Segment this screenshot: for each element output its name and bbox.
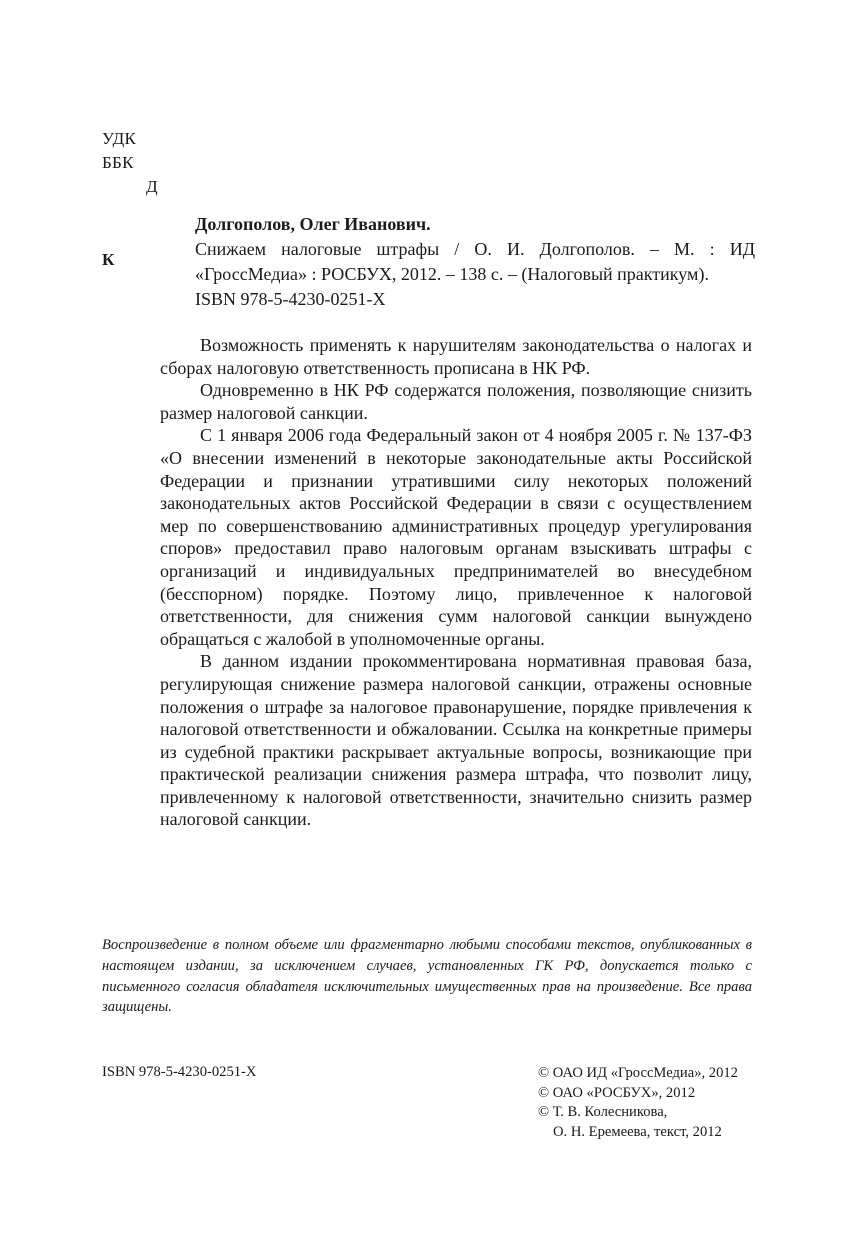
d-index-label: Д: [146, 177, 158, 196]
abstract-paragraph: Одновременно в НК РФ содержатся положения, позволяющие снизить размер налоговой санкции.: [160, 380, 752, 423]
abstract-text: [160, 334, 752, 831]
udk-label: УДК: [102, 129, 137, 148]
abstract-paragraph: Возможность применять к нарушителям законодательства о налогах и сборах налоговую ответственность прописана в НК РФ.: [160, 335, 752, 378]
bibliographic-record: [195, 212, 755, 312]
copyright-line: О. Н. Еремеева, текст, 2012: [553, 1123, 722, 1140]
reproduction-notice: Воспроизведение в полном объеме или фрагментарно любыми способами текстов, опубликованных в настоящем издании, за исключением случаев, установленных ГК РФ, допускается только с письменного согласия обладателя исключительных имущественных прав на произведение. Все права защищены.: [102, 937, 752, 1016]
copyright-list: [538, 1064, 738, 1142]
author-name: Долгополов, Олег Иванович.: [195, 214, 431, 234]
author-mark: К: [102, 250, 115, 269]
copyright-line: © ОАО ИД «ГроссМедиа», 2012: [538, 1065, 738, 1081]
bbk-label: ББК: [102, 153, 134, 172]
copyright-line: © Т. В. Колесникова,: [538, 1104, 668, 1120]
biblio-isbn: ISBN 978-5-4230-0251-X: [195, 289, 386, 309]
abstract-paragraph: С 1 января 2006 года Федеральный закон от 4 ноября 2005 г. № 137-ФЗ «О внесении изменений в некоторые законодательные акты Российской Федерации и признании утратившими силу некоторых положений законодательных актов Российской Федерации в связи с осуществлением мер по совершенствованию административных процедур урегулирования споров» предоставил право налоговым органам взыскивать штрафы с организаций и индивидуальных предпринимателей во внесудебном (бесспорном) порядке. Поэтому лицо, привлеченное к налоговой ответственности, для снижения сумм налоговой санкции вынуждено обращаться с жалобой в уполномоченные органы.: [160, 425, 752, 649]
copyright-line: © ОАО «РОСБУХ», 2012: [538, 1084, 696, 1101]
biblio-line-1: Снижаем налоговые штрафы / О. И. Долгополов. – М. : ИД: [195, 239, 755, 259]
biblio-line-2: «ГроссМедиа» : РОСБУХ, 2012. – 138 с. – (Налоговый практикум).: [195, 264, 709, 284]
abstract-paragraph: В данном издании прокомментирована нормативная правовая база, регулирующая снижение размера налоговой санкции, отражены основные положения о штрафе за налоговое правонарушение, порядке привлечения к налоговой ответственности и обжаловании. Ссылка на конкретные примеры из судебной практики раскрывает актуальные вопросы, возникающие при практической реализации снижения размера штрафа, что позволит лицу, привлеченному к налоговой ответственности, значительно снизить размер налоговой санкции.: [160, 651, 752, 830]
footer-isbn: ISBN 978-5-4230-0251-X: [102, 1064, 257, 1080]
